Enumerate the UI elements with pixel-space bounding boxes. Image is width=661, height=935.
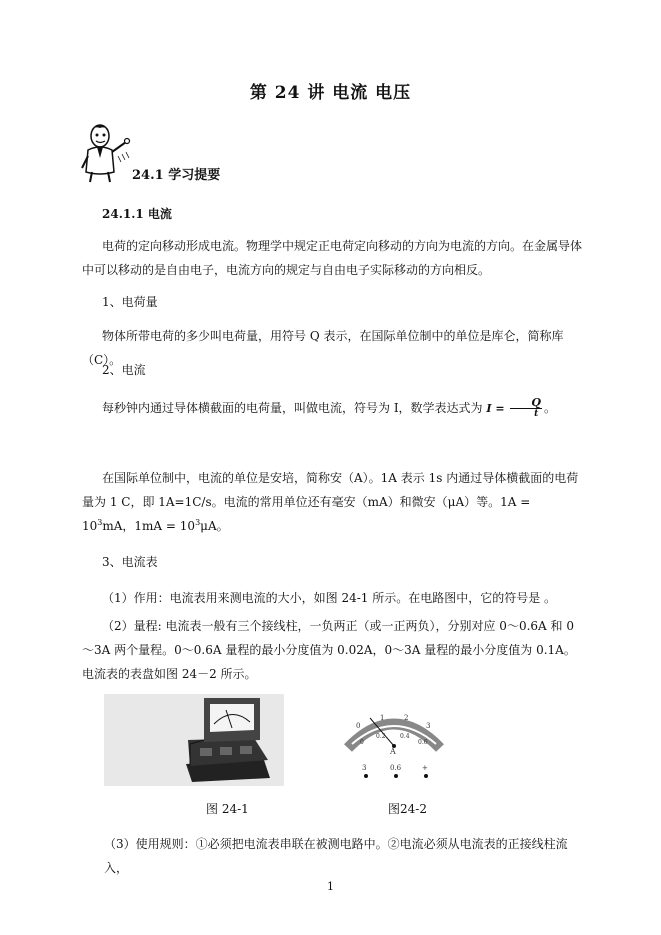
terminal-label-2: + [422,764,428,772]
formula-numerator: Q [510,398,542,409]
terminal-0 [364,774,368,778]
units-text-3: μA。 [200,519,229,533]
current-formula-fraction [510,398,542,419]
units-exponent-1: 3 [97,518,103,527]
section-heading: 24.1 学习提要 [132,168,221,183]
intro-paragraph: 电荷的定向移动形成电流。物理学中规定正电荷定向移动的方向为电流的方向。在金属导体中可以移动的是自由电子，电流方向的规定与自由电子实际移动的方向相反。 [82,239,583,277]
dial-top-1: 1 [380,714,385,722]
dial-top-0: 0 [356,722,361,730]
terminal-1 [394,774,398,778]
item2-heading: 2、电流 [102,363,146,377]
point3-paragraph: （3）使用规则：①必须把电流表串联在被测电路中。②电流必须从电流表的正接线柱流入， [104,837,568,875]
units-text-1: 在国际单位制中，电流的单位是安培，简称安（A）。1A 表示 1s 内通过导体横截面的电荷量为 1 C，即 1A=1C/s。电流的常用单位还有毫安（mA）和微安（μA）等。1A = 10 [82,471,579,533]
figure-24-1-caption: 图 24-1 [206,802,249,816]
subsection-heading: 24.1.1 电流 [102,207,172,221]
ammeter-photo [104,694,284,786]
dial-unit-label: A [390,747,396,756]
item3-heading: 3、电流表 [102,555,158,569]
dial-bottom-3: 0.6 [418,739,428,746]
item2-paragraph [82,396,582,421]
item2-text-end: 。 [544,401,557,415]
dial-bottom-2: 0.4 [400,733,410,740]
point2-paragraph: （2）量程: 电流表一般有三个接线柱，一负两正（或一正两负），分别对应 0～0.6A 和 0～3A 两个量程。0～0.6A 量程的最小分度值为 0.02A，0～3A 量程的最小分度值为 0.1A。电流表的表盘如图 24－2 所示。 [82,619,576,681]
dial-bottom-1: 0.2 [376,733,386,740]
units-text-2: mA，1mA = 10 [102,519,196,533]
terminal-label-0: 3 [362,764,367,772]
dial-top-2: 2 [404,714,409,722]
formula-lhs: I = [486,402,505,415]
dial-bottom-0: 0 [360,739,364,746]
ammeter-dial-diagram [334,704,454,784]
terminal-label-1: 0.6 [390,764,402,772]
item1-paragraph: 物体所带电荷的多少叫电荷量，用符号 Q 表示，在国际单位制中的单位是库仑，简称库（C）。 [82,329,564,367]
item1-heading: 1、电荷量 [102,295,158,309]
item2-text: 每秒钟内通过导体横截面的电荷量，叫做电流，符号为 I，数学表达式为 [102,401,483,415]
terminal-2 [424,774,428,778]
page-title: 第 24 讲 电流 电压 [249,83,412,103]
teacher-cartoon-illustration [80,122,134,184]
figure-24-2-caption: 图24-2 [388,802,427,816]
units-exponent-2: 3 [195,518,201,527]
point1-paragraph: （1）作用：电流表用来测电流的大小，如图 24-1 所示。在电路图中，它的符号是 。 [102,591,557,605]
units-paragraph [82,466,582,538]
dial-top-3: 3 [426,722,431,730]
page-number: 1 [327,880,334,893]
formula-denominator: t [534,409,539,419]
